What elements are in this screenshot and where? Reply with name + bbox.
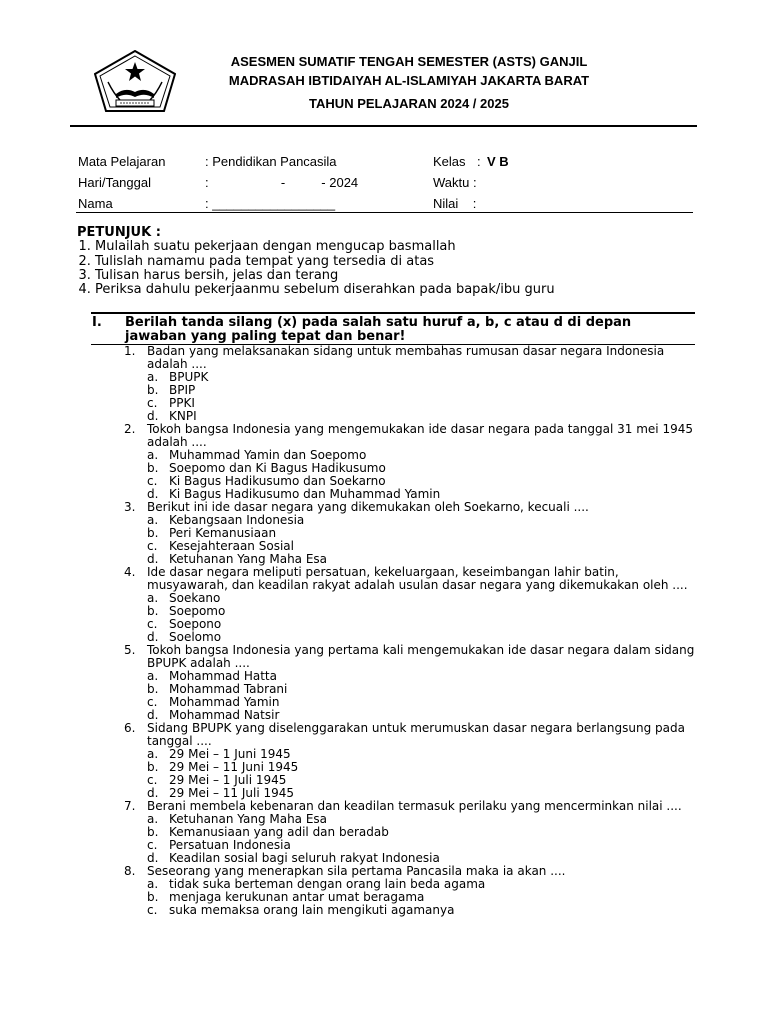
section-heading [92,316,652,344]
option-text: BPUPK [169,370,209,384]
option-text: menjaga kerukunan antar umat beragama [169,890,425,904]
option-text: Kebangsaan Indonesia [169,513,305,527]
option-letter: a. [147,370,159,384]
petunjuk-item: 1. Mulailah suatu pekerjaan dengan mengucap basmallah [95,240,555,254]
option-text: Soelomo [169,630,222,644]
kelas-separator: : [477,154,481,169]
option-letter: b. [147,526,159,540]
option-letter: a. [147,448,159,462]
option-letter: c. [147,396,158,410]
section-number: I. [92,315,102,330]
option-letter: d. [147,708,159,722]
option-letter: c. [147,903,158,917]
question-item [124,423,699,449]
question-number: 2. [124,422,136,436]
option-text: 29 Mei – 11 Juni 1945 [169,760,299,774]
section-instruction: Berilah tanda silang (x) pada salah satu huruf a, b, c atau d di depan jawaban yang paling tepat dan benar! [125,315,632,344]
question-number: 7. [124,799,136,813]
option-letter: d. [147,786,159,800]
option-text: Mohammad Hatta [169,669,277,683]
option-letter: a. [147,669,159,683]
option-text: Ki Bagus Hadikusumo dan Muhammad Yamin [169,487,441,501]
option-text: Ki Bagus Hadikusumo dan Soekarno [169,474,386,488]
option-text: Peri Kemanusiaan [169,526,277,540]
nama-value: : _________________ [205,196,336,211]
question-text: Tokoh bangsa Indonesia yang pertama kali mengemukakan ide dasar negara dalam sidang BPUPK adalah .... [147,643,695,670]
waktu-label: Waktu : [433,175,477,190]
option-text: Mohammad Yamin [169,695,280,709]
question-text: Badan yang melaksanakan sidang untuk membahas rumusan dasar negara Indonesia adalah .... [147,344,665,371]
option-text: Soepomo [169,604,226,618]
question-text: Berikut ini ide dasar negara yang dikemukakan oleh Soekarno, kecuali .... [147,500,589,514]
nama-label: Nama [78,196,113,211]
option-letter: a. [147,877,159,891]
hari-label: Hari/Tanggal [78,175,151,190]
petunjuk-block [77,226,555,297]
option-text: Soekano [169,591,221,605]
question-text: Seseorang yang menerapkan sila pertama Pancasila maka ia akan .... [147,864,566,878]
question-text: Tokoh bangsa Indonesia yang mengemukakan ide dasar negara pada tanggal 31 mei 1945 adalah .... [147,422,693,449]
option-letter: d. [147,630,159,644]
question-number: 1. [124,344,136,358]
answer-option[interactable] [124,904,699,917]
petunjuk-title: PETUNJUK : [77,225,161,240]
option-text: Soepono [169,617,222,631]
mapel-value: : Pendidikan Pancasila [205,154,337,169]
option-text: 29 Mei – 1 Juni 1945 [169,747,291,761]
option-text: BPIP [169,383,196,397]
option-text: suka memaksa orang lain mengikuti agamanya [169,903,455,917]
option-letter: b. [147,604,159,618]
option-letter: d. [147,487,159,501]
option-letter: b. [147,461,159,475]
section-top-rule [91,312,695,314]
option-text: Ketuhanan Yang Maha Esa [169,552,328,566]
petunjuk-item: 2. Tulislah namamu pada tempat yang tersedia di atas [95,255,555,269]
header-divider [70,125,697,127]
question-list [124,345,699,917]
option-text: PPKI [169,396,195,410]
option-text: tidak suka berteman dengan orang lain beda agama [169,877,486,891]
option-letter: c. [147,617,158,631]
question-number: 6. [124,721,136,735]
option-text: Mohammad Tabrani [169,682,288,696]
nilai-label: Nilai : [433,196,477,211]
option-letter: d. [147,409,159,423]
option-text: 29 Mei – 11 Juli 1945 [169,786,295,800]
header-title-line2: MADRASAH IBTIDAIYAH AL-ISLAMIYAH JAKARTA BARAT [228,73,590,88]
option-text: Keadilan sosial bagi seluruh rakyat Indonesia [169,851,440,865]
answer-option[interactable] [124,397,699,410]
option-letter: b. [147,825,159,839]
info-divider [76,212,693,213]
option-letter: c. [147,474,158,488]
option-text: Mohammad Natsir [169,708,280,722]
option-letter: b. [147,760,159,774]
option-letter: d. [147,552,159,566]
option-letter: c. [147,838,158,852]
option-letter: b. [147,682,159,696]
option-text: Kesejahteraan Sosial [169,539,294,553]
question-item [124,345,699,371]
option-letter: b. [147,383,159,397]
kelas-value: V B [487,154,509,169]
header-title-line3: TAHUN PELAJARAN 2024 / 2025 [309,96,509,111]
question-text: Ide dasar negara meliputi persatuan, kekeluargaan, keseimbangan lahir batin, musyawarah, dan keadilan rakyat adalah usulan dasar negara yang dikemukakan oleh .... [147,565,688,592]
question-number: 4. [124,565,136,579]
kelas-label: Kelas [433,154,466,169]
question-text: Berani membela kebenaran dan keadilan termasuk perilaku yang mencerminkan nilai .... [147,799,682,813]
option-letter: c. [147,539,158,553]
option-letter: b. [147,890,159,904]
option-letter: a. [147,812,159,826]
question-number: 5. [124,643,136,657]
option-letter: a. [147,591,159,605]
option-text: Soepomo dan Ki Bagus Hadikusumo [169,461,386,475]
option-text: Persatuan Indonesia [169,838,291,852]
option-letter: a. [147,747,159,761]
question-number: 3. [124,500,136,514]
option-text: KNPI [169,409,197,423]
question-item [124,722,699,748]
header-title-line1: ASESMEN SUMATIF TENGAH SEMESTER (ASTS) GANJIL [230,54,588,69]
option-text: Kemanusiaan yang adil dan beradab [169,825,389,839]
option-text: Ketuhanan Yang Maha Esa [169,812,328,826]
mapel-label: Mata Pelajaran [78,154,166,169]
option-letter: a. [147,513,159,527]
petunjuk-item: 4. Periksa dahulu pekerjaanmu sebelum diserahkan pada bapak/ibu guru [95,283,555,297]
option-letter: c. [147,773,158,787]
question-item [124,566,699,592]
answer-option[interactable] [124,384,699,397]
hari-value: : - - 2024 [205,175,359,190]
question-text: Sidang BPUPK yang diselenggarakan untuk merumuskan dasar negara berlangsung pada tanggal .... [147,721,685,748]
answer-option[interactable] [124,371,699,384]
option-text: 29 Mei – 1 Juli 1945 [169,773,287,787]
ministry-emblem-icon [94,50,176,112]
option-letter: c. [147,695,158,709]
petunjuk-item: 3. Tulisan harus bersih, jelas dan terang [95,269,555,283]
option-letter: d. [147,851,159,865]
question-item [124,644,699,670]
option-text: Muhammad Yamin dan Soepomo [169,448,367,462]
question-number: 8. [124,864,136,878]
petunjuk-list [77,240,555,297]
